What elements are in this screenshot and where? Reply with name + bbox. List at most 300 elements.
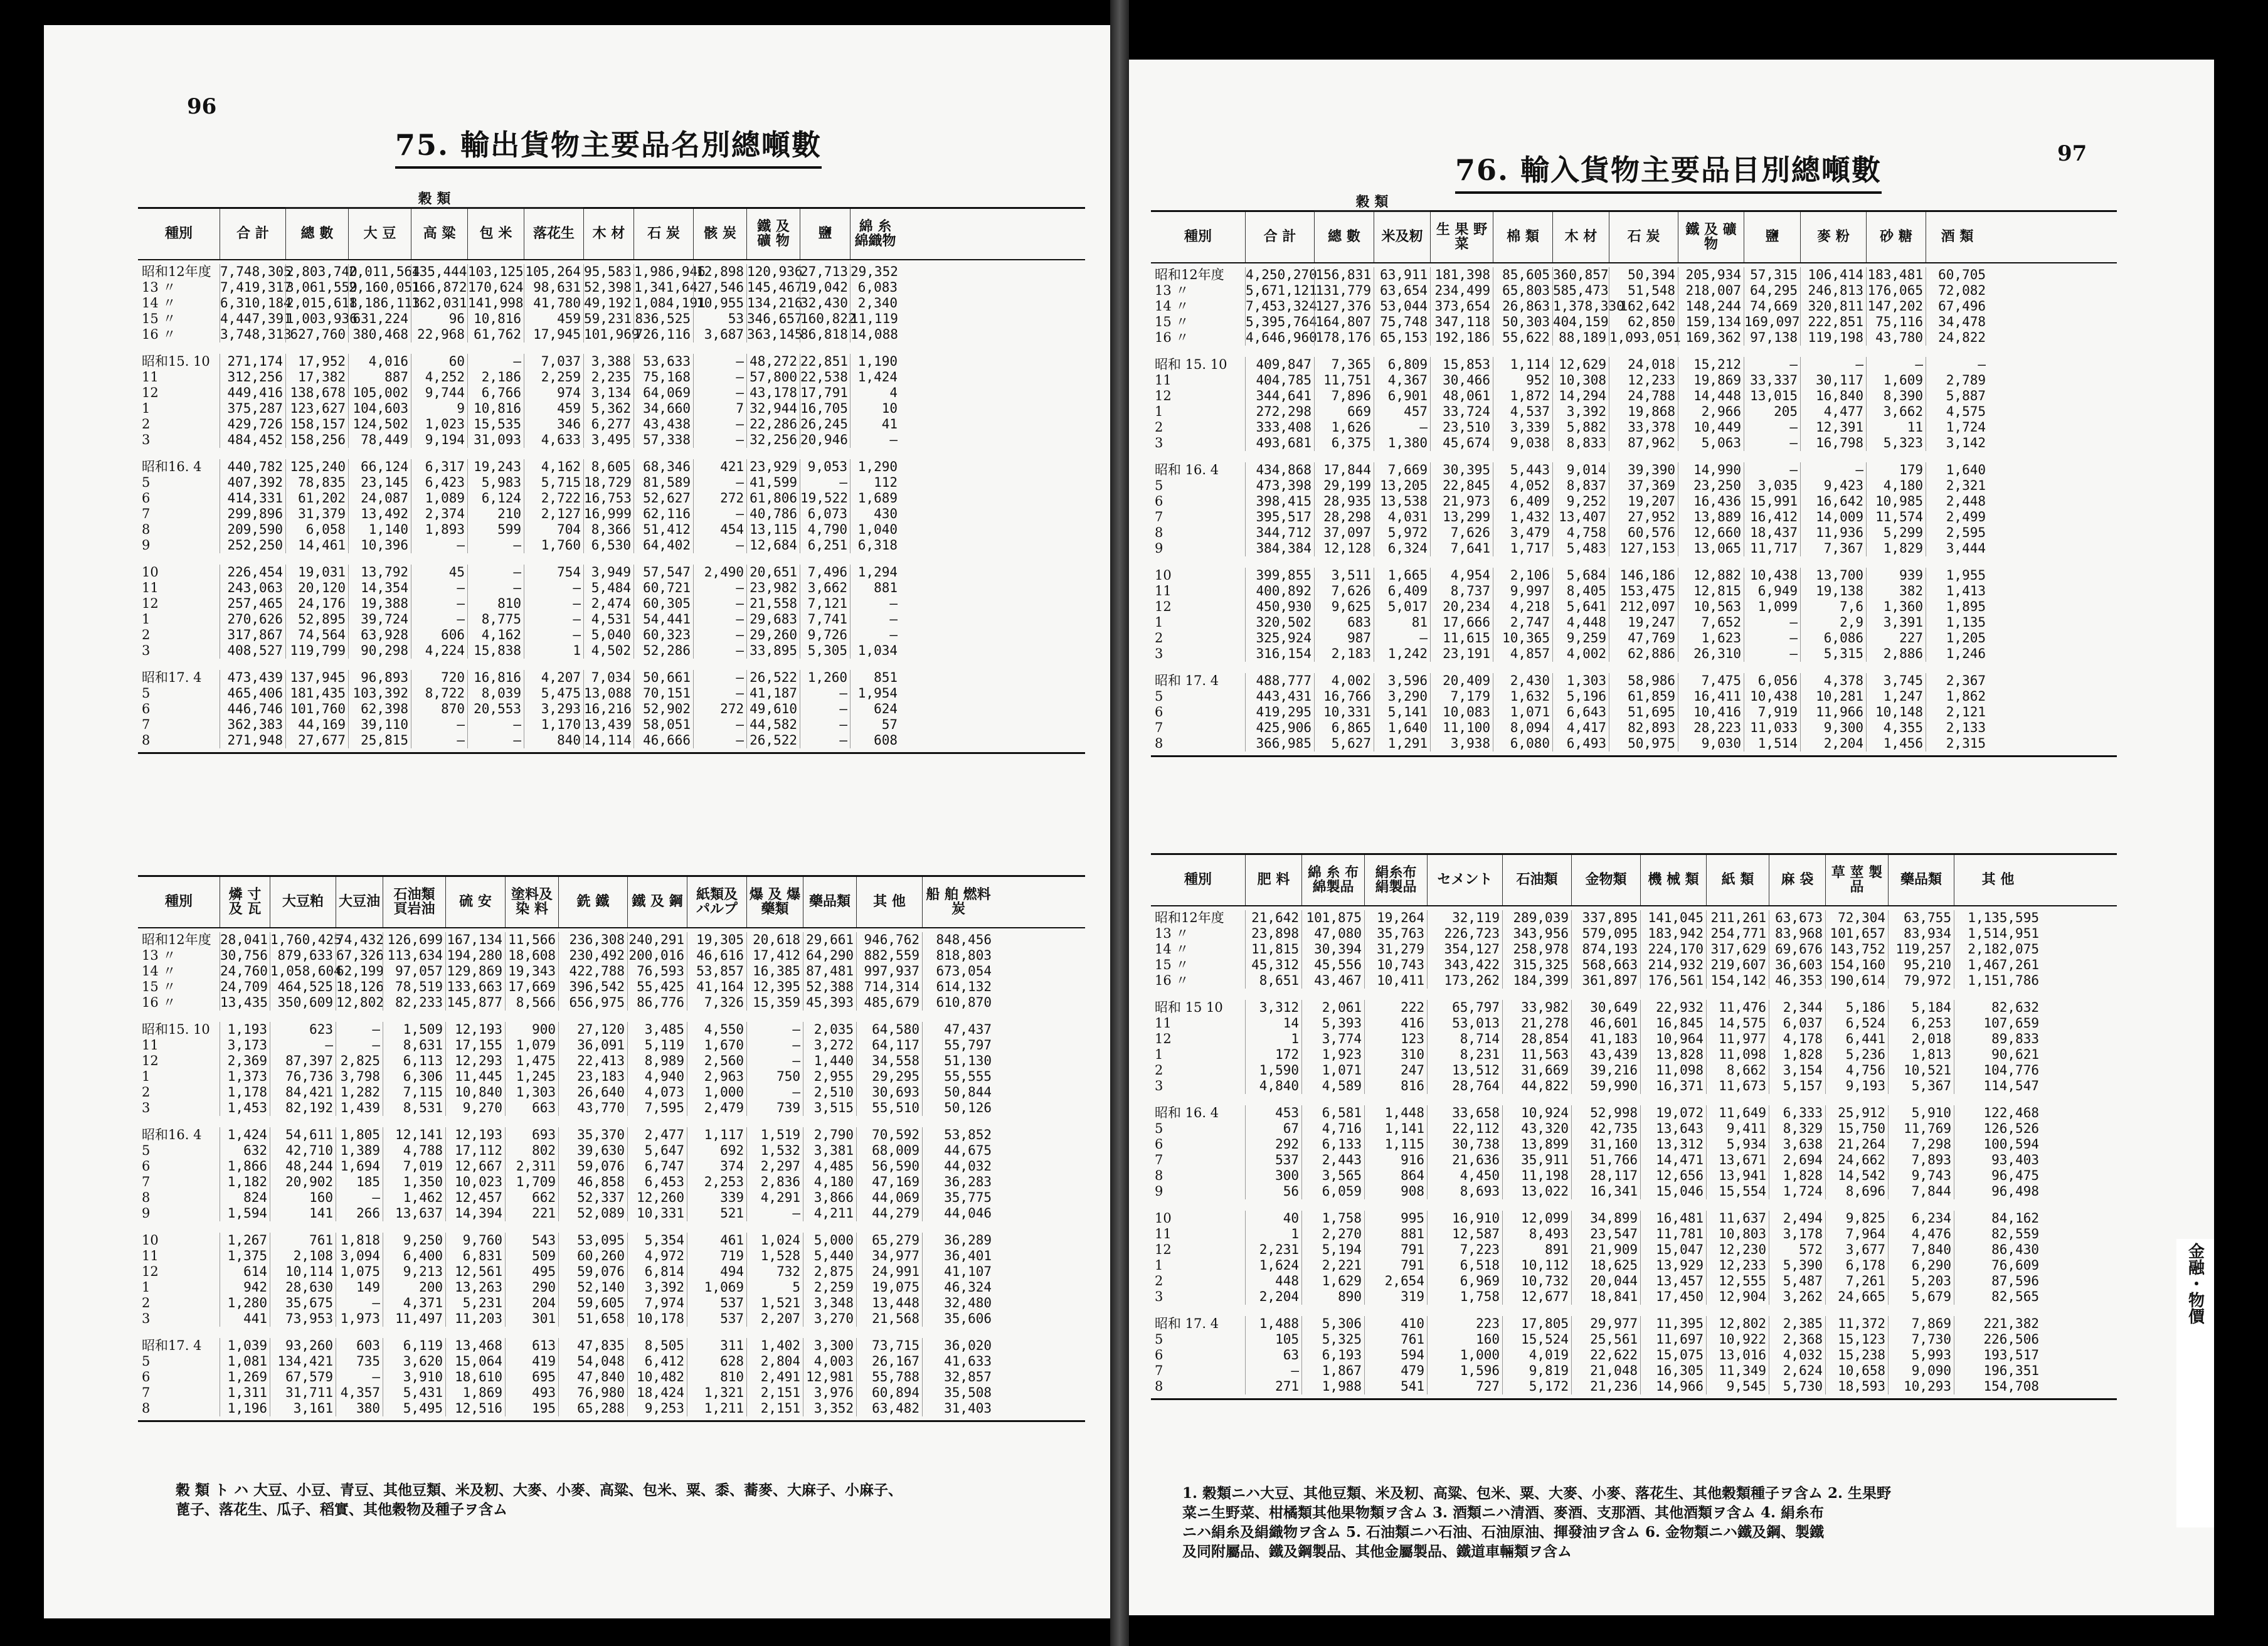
table-cell: 183,481 xyxy=(1866,267,1926,283)
table-cell: 537 xyxy=(687,1295,746,1311)
table-cell: 5,431 xyxy=(383,1385,445,1401)
table-cell: 31,403 xyxy=(922,1401,994,1416)
table-cell: 1,375 xyxy=(220,1248,270,1264)
table-cell: 104,603 xyxy=(348,401,411,417)
table-cell: 20,044 xyxy=(1571,1273,1640,1289)
table-cell: 434,868 xyxy=(1245,462,1314,478)
table-cell: 1,389 xyxy=(336,1143,383,1159)
table-cell: 4,016 xyxy=(348,354,411,369)
table-cell: 19,522 xyxy=(800,491,850,506)
table-row xyxy=(1151,1226,2117,1242)
table-cell: 148,244 xyxy=(1678,299,1744,314)
table-cell: 36,603 xyxy=(1769,957,1825,973)
table-cell: 1,000 xyxy=(1427,1347,1502,1363)
column-header: 大豆粕 xyxy=(270,877,336,927)
table-cell: 21,264 xyxy=(1825,1137,1888,1152)
table-cell: 61,806 xyxy=(746,491,800,506)
table-cell: 14,966 xyxy=(1640,1379,1706,1394)
table-cell: 1,724 xyxy=(1769,1184,1825,1199)
table-cell: 23,191 xyxy=(1430,646,1493,662)
table-cell: 15,212 xyxy=(1678,357,1744,373)
table-cell: 9,743 xyxy=(1888,1168,1954,1184)
table-cell: 1,186,113 xyxy=(349,295,420,311)
table-cell: 2,182,075 xyxy=(1954,942,2042,957)
edge-tab-label: 金融・物價 xyxy=(2185,1243,2205,1324)
table-cell: 14,114 xyxy=(583,733,633,748)
table-cell: 1,245 xyxy=(505,1069,558,1085)
table-cell: 1,760 xyxy=(524,538,583,553)
table-cell: 10,658 xyxy=(1825,1363,1888,1379)
table-cell: 6,581 xyxy=(1301,1105,1364,1121)
table-cell: 6,901 xyxy=(1374,388,1430,404)
table-cell: 2,018 xyxy=(1888,1031,1954,1047)
row-label: 3 xyxy=(1155,1289,1163,1304)
table-cell: 11,497 xyxy=(383,1311,445,1327)
table-cell: 317,629 xyxy=(1706,942,1769,957)
table-cell: 1,818 xyxy=(336,1233,383,1248)
table-cell: 159,134 xyxy=(1678,314,1744,330)
table-cell: — xyxy=(693,717,746,733)
table-cell: 176,561 xyxy=(1640,973,1706,989)
table-cell: 4,019 xyxy=(1502,1347,1571,1363)
table-cell: 1,115 xyxy=(1364,1137,1427,1152)
table-cell: 5,306 xyxy=(1301,1316,1364,1332)
table-cell: 76,980 xyxy=(558,1385,627,1401)
table-row xyxy=(138,670,1085,686)
table-cell: 8,631 xyxy=(383,1038,445,1053)
table-cell: 4,180 xyxy=(1866,478,1926,494)
table-cell: 16,371 xyxy=(1640,1078,1706,1094)
table-cell: 4,224 xyxy=(411,643,467,659)
table-cell: — xyxy=(467,565,524,580)
row-group xyxy=(1151,1316,2117,1394)
table-cell: 54,441 xyxy=(633,612,693,627)
table-cell: 4,291 xyxy=(746,1190,803,1206)
table-cell: 579,095 xyxy=(1571,926,1640,942)
table-cell: 4,031 xyxy=(1374,509,1430,525)
table-cell: 127,376 xyxy=(1314,299,1374,314)
table-cell: 43,438 xyxy=(633,417,693,432)
table-cell: — xyxy=(524,612,583,627)
table-cell: 78,449 xyxy=(348,432,411,448)
table-cell: 18,608 xyxy=(505,948,558,964)
table-cell: 56,590 xyxy=(856,1159,922,1174)
table-cell: 836,525 xyxy=(633,311,693,327)
table-cell: 5,194 xyxy=(1301,1242,1364,1258)
table-cell: 614,132 xyxy=(922,979,994,995)
table-cell: 459 xyxy=(524,311,583,327)
table-cell: 2,491 xyxy=(746,1369,803,1385)
table-cell: 5,484 xyxy=(583,580,633,596)
row-label: 16 〃 xyxy=(142,995,176,1010)
table-cell: 13,637 xyxy=(383,1206,445,1221)
table-cell: 1,246 xyxy=(1926,646,1988,662)
table-cell: — xyxy=(1800,357,1866,373)
table-cell: 52,398 xyxy=(583,280,633,295)
table-cell: 2,035 xyxy=(803,1022,856,1038)
table-cell: 12,882 xyxy=(1678,568,1744,583)
table-cell: 11,637 xyxy=(1706,1211,1769,1226)
table-cell: 1,439 xyxy=(336,1100,383,1116)
table-cell: 82,233 xyxy=(383,995,445,1011)
table-cell: 1,282 xyxy=(336,1085,383,1100)
row-label: 5 xyxy=(1155,689,1163,704)
table-cell: 459 xyxy=(524,401,583,417)
table-cell: 10,732 xyxy=(1502,1273,1571,1289)
table-cell: 2,207 xyxy=(746,1311,803,1327)
table-cell: 3,798 xyxy=(336,1069,383,1085)
table-cell: 1,182 xyxy=(220,1174,270,1190)
table-cell: 12,516 xyxy=(445,1401,505,1416)
table-cell: 6,193 xyxy=(1301,1347,1364,1363)
table-cell: 14,354 xyxy=(348,580,411,596)
table-cell: 6,037 xyxy=(1769,1016,1825,1031)
table-cell: — xyxy=(746,1022,803,1038)
table-cell: 8,833 xyxy=(1552,435,1609,451)
table-cell: 421 xyxy=(693,459,746,475)
table-cell: 4,476 xyxy=(1888,1226,1954,1242)
table-cell: 5,627 xyxy=(1314,736,1374,751)
table-cell: 1,211 xyxy=(687,1401,746,1416)
table-cell: 3,173 xyxy=(220,1038,270,1053)
row-label: 1 xyxy=(1155,1258,1163,1273)
table-cell: 12,555 xyxy=(1706,1273,1769,1289)
column-header: 石油類 頁岩油 xyxy=(383,877,445,927)
table-cell: 12,230 xyxy=(1706,1242,1769,1258)
table-cell: 599 xyxy=(467,522,524,538)
table-cell: 9,270 xyxy=(445,1100,505,1116)
row-label: 9 xyxy=(142,1206,151,1221)
table-cell: 939 xyxy=(1866,568,1926,583)
row-label: 6 xyxy=(142,1369,151,1384)
column-header: 麻 袋 xyxy=(1769,855,1825,905)
row-label: 7 xyxy=(142,506,151,521)
table-cell: 399,855 xyxy=(1245,568,1314,583)
table-cell: 54,048 xyxy=(558,1354,627,1369)
table-row xyxy=(1151,942,2117,957)
table-cell: 317,867 xyxy=(220,627,285,643)
table-cell: 11,574 xyxy=(1866,509,1926,525)
table-cell: 2,340 xyxy=(850,295,900,311)
table-cell: 73,953 xyxy=(270,1311,336,1327)
table-cell: — xyxy=(693,612,746,627)
table-cell: — xyxy=(693,385,746,401)
row-group xyxy=(1151,568,2117,662)
table-cell: 1,303 xyxy=(505,1085,558,1100)
table-cell: 29,661 xyxy=(803,932,856,948)
table-row xyxy=(138,1190,1085,1206)
table-cell: 41,599 xyxy=(746,475,800,491)
row-label: 16 〃 xyxy=(1155,973,1189,988)
row-label: 9 xyxy=(1155,1184,1163,1199)
table-cell: — xyxy=(1245,1363,1301,1379)
table-cell: 2,9 xyxy=(1800,615,1866,630)
table-cell: 43,780 xyxy=(1866,330,1926,346)
table-cell: 333,408 xyxy=(1245,420,1314,435)
table-cell: 900 xyxy=(505,1022,558,1038)
table-cell: 42,735 xyxy=(1571,1121,1640,1137)
table-row xyxy=(138,295,1085,311)
table-cell: 67,496 xyxy=(1926,299,1988,314)
table-cell: 169,097 xyxy=(1744,314,1800,329)
table-cell: 44,675 xyxy=(922,1143,994,1159)
table-cell: 100,594 xyxy=(1954,1137,2042,1152)
table-cell: 1,247 xyxy=(1866,689,1926,704)
table-cell: 53 xyxy=(693,311,746,327)
table-cell: 1,280 xyxy=(220,1295,270,1311)
table-cell: 449,416 xyxy=(220,385,285,401)
table-cell: 7,869 xyxy=(1888,1316,1954,1332)
table-cell: 2,231 xyxy=(1245,1242,1301,1258)
table-cell: 13,492 xyxy=(348,506,411,522)
table-row xyxy=(1151,1258,2117,1273)
table-cell: 414,331 xyxy=(220,491,285,506)
row-label: 8 xyxy=(142,522,151,537)
table-cell: 5,325 xyxy=(1301,1332,1364,1347)
table-cell: 396,542 xyxy=(558,979,627,995)
table-cell: 24,176 xyxy=(285,596,348,612)
table-row xyxy=(138,979,1085,995)
table-cell: 29,352 xyxy=(850,264,900,280)
table-cell: — xyxy=(411,580,467,596)
table-cell: 56 xyxy=(1245,1184,1301,1199)
table-cell: 11,098 xyxy=(1706,1047,1769,1063)
table-bottom-rule xyxy=(138,1420,1085,1422)
table-cell: 22,286 xyxy=(746,417,800,432)
table-row xyxy=(1151,957,2117,973)
row-group xyxy=(1151,267,2117,346)
row-label: 11 xyxy=(1155,583,1172,598)
table-cell: 1,462 xyxy=(383,1190,445,1206)
table-cell: 81 xyxy=(1374,615,1430,630)
table-row xyxy=(1151,926,2117,942)
table-cell: 50,661 xyxy=(633,670,693,686)
table-cell: 36,283 xyxy=(922,1174,994,1190)
table-cell: 166,872 xyxy=(411,280,467,295)
table-cell: 170,624 xyxy=(468,280,524,295)
table-cell: 19,042 xyxy=(800,280,850,295)
table-cell: 37,097 xyxy=(1314,525,1374,541)
table-cell: 62,398 xyxy=(348,701,411,717)
table-row xyxy=(138,264,1085,280)
row-label: 12 xyxy=(1155,599,1172,614)
table-cell: 32,944 xyxy=(746,401,800,417)
table-cell: 9,726 xyxy=(800,627,850,643)
table-cell: 173,262 xyxy=(1427,973,1502,989)
table-cell: 145,467 xyxy=(747,280,803,295)
table-cell: 221 xyxy=(505,1206,558,1221)
table-cell: 1,988 xyxy=(1301,1379,1364,1394)
table-cell: 2,499 xyxy=(1926,509,1988,525)
table-cell: 223 xyxy=(1427,1316,1502,1332)
row-label: 昭和16. 4 xyxy=(142,459,202,474)
table-cell: 126,699 xyxy=(383,932,445,948)
table-cell: 6,290 xyxy=(1888,1258,1954,1273)
table-cell: 10,365 xyxy=(1493,630,1552,646)
table-cell: 246,813 xyxy=(1800,283,1866,299)
table-cell: 7,496 xyxy=(800,565,850,580)
table-cell: 70,592 xyxy=(856,1127,922,1143)
table-cell: 15,046 xyxy=(1640,1184,1706,1199)
table-cell: 4,378 xyxy=(1800,673,1866,689)
table-cell: 4,178 xyxy=(1769,1031,1825,1047)
row-label: 7 xyxy=(142,1385,151,1400)
table-cell: 4,502 xyxy=(583,643,633,659)
table-cell: 5,487 xyxy=(1769,1273,1825,1289)
table-cell: 55,555 xyxy=(922,1069,994,1085)
table-cell: 4,575 xyxy=(1926,404,1988,420)
table-cell: 23,982 xyxy=(746,580,800,596)
table-cell: 12,815 xyxy=(1678,583,1744,599)
table-cell: 1,321 xyxy=(687,1385,746,1401)
row-label: 10 xyxy=(1155,1211,1172,1226)
table-cell: 473,398 xyxy=(1245,478,1314,494)
table-cell: 2,966 xyxy=(1678,404,1744,420)
table-cell: 52,895 xyxy=(285,612,348,627)
table-cell: 46,666 xyxy=(633,733,693,748)
table-cell: 1,140 xyxy=(348,522,411,538)
table-row xyxy=(138,1069,1085,1085)
column-header: 總 數 xyxy=(285,209,348,259)
table-cell: 44,279 xyxy=(856,1206,922,1221)
table-cell: 7,453,324 xyxy=(1246,299,1317,314)
table-cell: 1,872 xyxy=(1493,388,1552,404)
table-cell: — xyxy=(693,506,746,522)
table-cell: 2,186 xyxy=(467,369,524,385)
table-cell: 2,479 xyxy=(687,1100,746,1116)
table-cell: 8,505 xyxy=(627,1338,687,1354)
table-cell: 4,716 xyxy=(1301,1121,1364,1137)
table-cell: 160 xyxy=(270,1190,336,1206)
table-cell: 5,141 xyxy=(1374,704,1430,720)
table-cell: 568,663 xyxy=(1571,957,1640,973)
table-cell: 6,747 xyxy=(627,1159,687,1174)
table-cell: 848,456 xyxy=(922,932,994,948)
column-header: 其 他 xyxy=(1954,855,2042,905)
table-cell: 13,015 xyxy=(1744,388,1800,404)
table-cell: 5,671,121 xyxy=(1246,283,1317,298)
table-cell: 9,997 xyxy=(1493,583,1552,599)
row-label: 13 〃 xyxy=(1155,283,1189,298)
table-cell: 131,779 xyxy=(1314,283,1374,299)
table-cell: 12,981 xyxy=(803,1369,856,1385)
table-cell: 82,565 xyxy=(1954,1289,2042,1305)
table-cell: 25,815 xyxy=(348,733,411,748)
row-group xyxy=(138,932,1085,1011)
table-cell: 247 xyxy=(1364,1063,1427,1078)
table-cell: 101,760 xyxy=(285,701,348,717)
table-cell: 9,193 xyxy=(1825,1078,1888,1094)
row-label: 5 xyxy=(142,1354,151,1369)
table-cell: — xyxy=(1374,420,1430,435)
table-cell: 33,658 xyxy=(1427,1105,1502,1121)
table-cell: 3,485 xyxy=(627,1022,687,1038)
table-cell: 1,594 xyxy=(220,1206,270,1221)
table-cell: 194,280 xyxy=(445,948,505,964)
table-cell: 3,662 xyxy=(800,580,850,596)
table-cell: 606 xyxy=(411,627,467,643)
table-cell: 2,204 xyxy=(1800,736,1866,751)
table-cell: 879,633 xyxy=(270,948,336,964)
table-cell: 222 xyxy=(1364,1000,1427,1016)
table-cell: 714,314 xyxy=(856,979,922,995)
table-cell: 9,760 xyxy=(445,1233,505,1248)
table-cell: 21,973 xyxy=(1430,494,1493,509)
table-cell: 8,714 xyxy=(1427,1031,1502,1047)
table-cell: 1,269 xyxy=(220,1369,270,1385)
table-cell: 608 xyxy=(850,733,900,748)
table-cell: 13,299 xyxy=(1430,509,1493,525)
table-cell: 299,896 xyxy=(220,506,285,522)
page-number: 96 xyxy=(187,94,217,119)
table-cell: 1,402 xyxy=(746,1338,803,1354)
table-cell: 404,159 xyxy=(1553,314,1609,329)
table-row xyxy=(138,1354,1085,1369)
export-table-1 xyxy=(138,191,1085,754)
table-cell: 409,847 xyxy=(1245,357,1314,373)
table-cell: 10,955 xyxy=(693,295,746,311)
table-cell: — xyxy=(693,733,746,748)
table-cell: 113,634 xyxy=(383,948,445,964)
table-cell: 840 xyxy=(524,733,583,748)
table-cell: 33,337 xyxy=(1744,373,1800,388)
table-cell: 27,120 xyxy=(558,1022,627,1038)
table-cell: 12,193 xyxy=(445,1022,505,1038)
table-cell: 4,477 xyxy=(1800,404,1866,420)
table-cell: 585,473 xyxy=(1553,283,1609,298)
table-cell: 1,003,936 xyxy=(286,311,358,326)
table-cell: 93,260 xyxy=(270,1338,336,1354)
table-cell: 13,263 xyxy=(445,1280,505,1295)
table-cell: 18,593 xyxy=(1825,1379,1888,1394)
table-cell: 13,538 xyxy=(1374,494,1430,509)
table-cell: — xyxy=(800,686,850,701)
table-cell: 227 xyxy=(1866,630,1926,646)
table-cell: 106,414 xyxy=(1800,267,1866,283)
table-cell: 3,444 xyxy=(1926,541,1988,556)
table-cell: 96,475 xyxy=(1954,1168,2042,1184)
table-row xyxy=(138,1053,1085,1069)
table-cell: 4,840 xyxy=(1245,1078,1301,1094)
table-cell: 4,537 xyxy=(1493,404,1552,420)
table-cell: 8,737 xyxy=(1430,583,1493,599)
table-bottom-rule xyxy=(1151,755,2117,757)
row-label: 12 xyxy=(142,1053,159,1068)
row-label: 5 xyxy=(1155,478,1163,493)
row-label: 7 xyxy=(142,1174,151,1189)
row-label: 2 xyxy=(1155,420,1163,435)
table-cell: 7,223 xyxy=(1427,1242,1502,1258)
table-cell: — xyxy=(411,733,467,748)
table-row xyxy=(138,369,1085,385)
table-cell: 254,771 xyxy=(1706,926,1769,942)
table-row xyxy=(1151,673,2117,689)
table-cell: 22,845 xyxy=(1430,478,1493,494)
table-cell: 1,290 xyxy=(850,459,900,475)
table-row xyxy=(1151,646,2117,662)
table-cell: 32,430 xyxy=(800,295,850,311)
table-cell: 13,205 xyxy=(1374,478,1430,494)
table-cell: 362,383 xyxy=(220,717,285,733)
table-cell: 185 xyxy=(336,1174,383,1190)
column-header: 硫 安 xyxy=(445,877,505,927)
table-cell: 6,518 xyxy=(1427,1258,1502,1273)
column-header: 機 械 類 xyxy=(1640,855,1706,905)
table-bottom-rule xyxy=(1151,1398,2117,1400)
table-cell: 6,080 xyxy=(1493,736,1552,751)
table-cell: 41,107 xyxy=(922,1264,994,1280)
table-cell: 11,445 xyxy=(445,1069,505,1085)
